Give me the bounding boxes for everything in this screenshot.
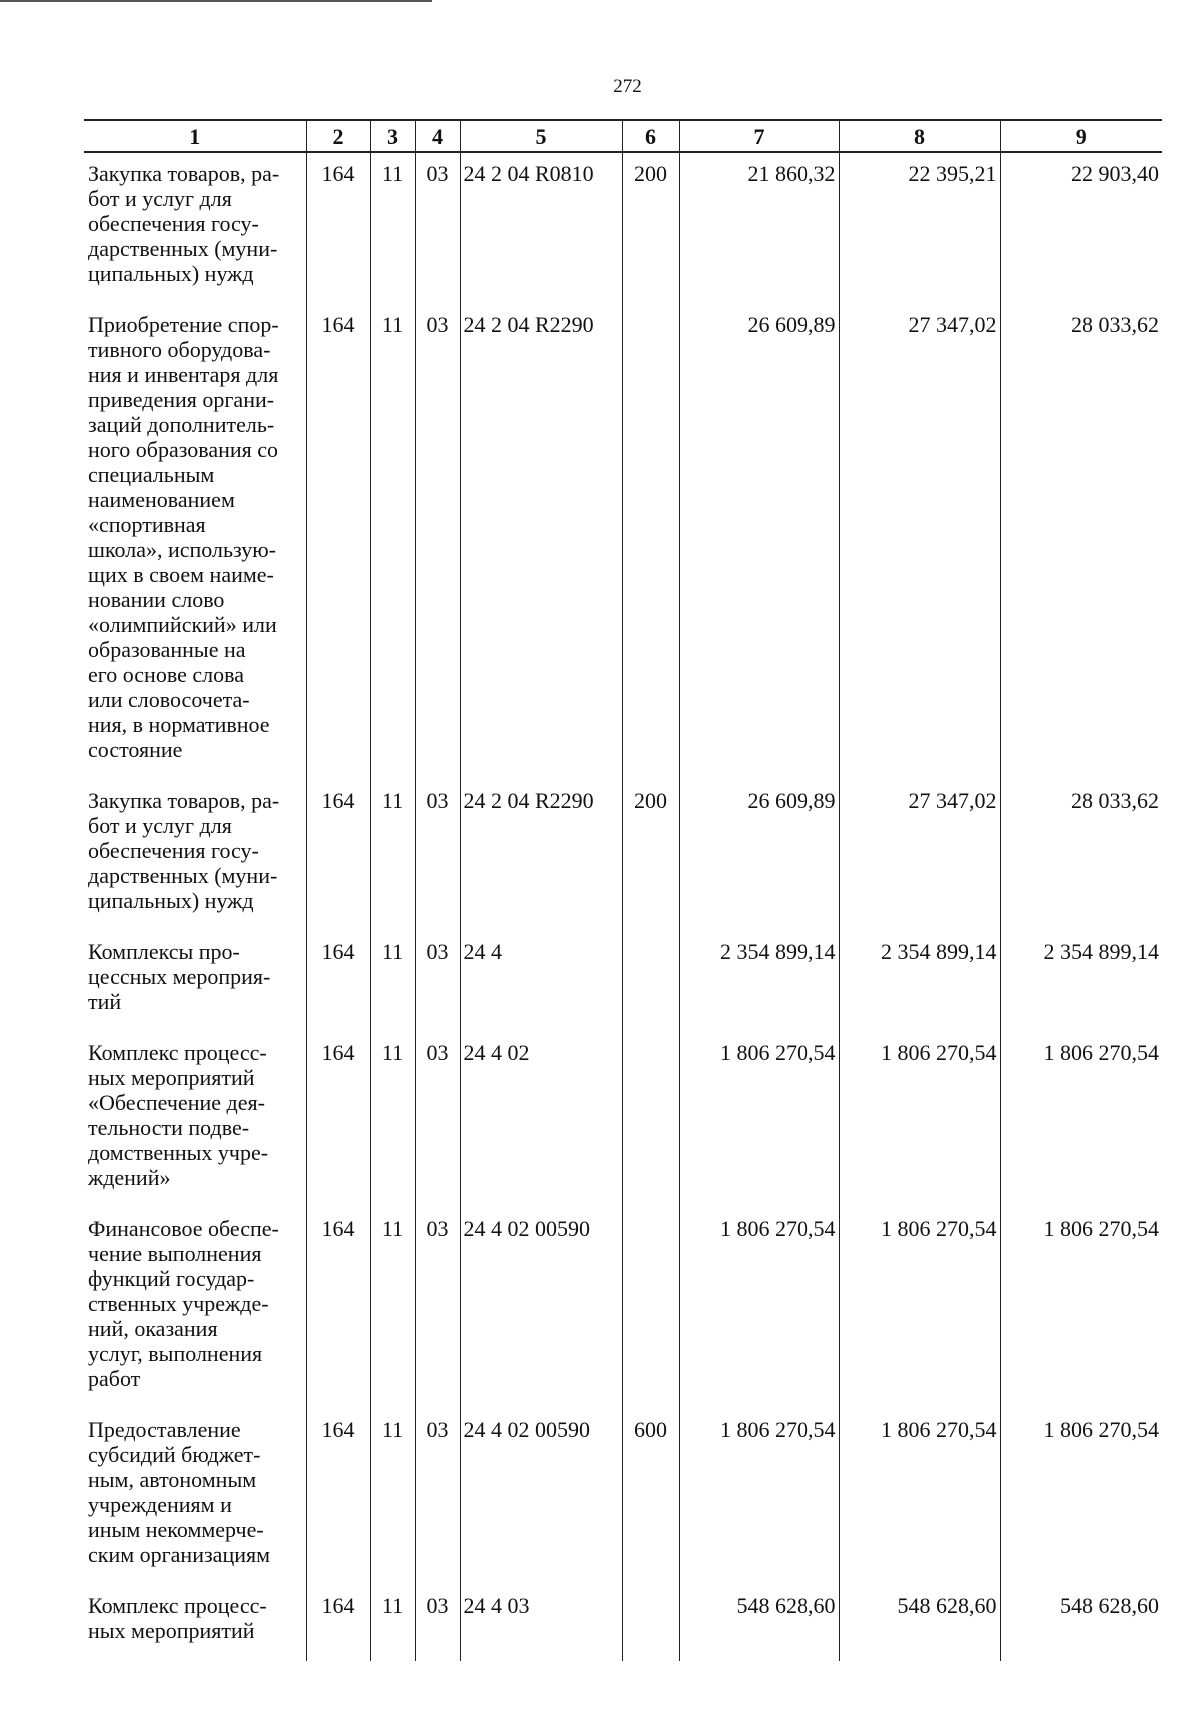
row-expense-type-cell (622, 931, 679, 1032)
row-name-line: состояние (88, 737, 183, 762)
row-name-cell (84, 1409, 306, 1585)
row-name-line: ния, в нормативное (88, 712, 270, 737)
column-header-4: 4 (415, 120, 460, 152)
row-amount-year2-cell: 548 628,60 (839, 1585, 1000, 1661)
row-amount-year3-cell: 1 806 270,54 (1000, 1208, 1162, 1409)
row-name-line: ственных учрежде- (88, 1291, 269, 1316)
row-name-line: ния и инвентаря для (88, 362, 279, 387)
column-header-2: 2 (306, 120, 370, 152)
row-code-cell: 164 (306, 1032, 370, 1208)
row-target-article-cell: 24 4 02 00590 (460, 1208, 622, 1409)
table-row (84, 1585, 1162, 1661)
row-name-line: обеспечения госу- (88, 838, 259, 863)
row-section-cell: 11 (370, 304, 415, 780)
row-section-cell: 11 (370, 931, 415, 1032)
row-subsection-cell: 03 (415, 304, 460, 780)
row-name-line: дарственных (муни- (88, 236, 278, 261)
row-amount-year1-cell: 26 609,89 (679, 780, 839, 931)
row-name-line: ний, оказания (88, 1316, 218, 1341)
row-name-line: бот и услуг для (88, 813, 232, 838)
row-name-line: бот и услуг для (88, 186, 232, 211)
row-expense-type-cell: 600 (622, 1409, 679, 1585)
budget-table (84, 119, 1162, 1661)
column-header-5: 5 (460, 120, 622, 152)
row-expense-type-cell: 200 (622, 152, 679, 304)
row-code-cell: 164 (306, 152, 370, 304)
row-amount-year3-cell: 1 806 270,54 (1000, 1032, 1162, 1208)
row-name-line: специальным (88, 462, 215, 487)
row-expense-type-cell (622, 304, 679, 780)
row-name-cell (84, 1208, 306, 1409)
row-subsection-cell: 03 (415, 1585, 460, 1661)
row-target-article-cell: 24 4 02 (460, 1032, 622, 1208)
row-name-line: ного образования со (88, 437, 279, 462)
table-row (84, 1032, 1162, 1208)
row-name-line: ждений» (88, 1165, 171, 1190)
row-name-line: образованные на (88, 637, 246, 662)
row-name-line: «спортивная (88, 512, 206, 537)
row-amount-year3-cell: 22 903,40 (1000, 152, 1162, 304)
row-name-line: щих в своем наиме- (88, 562, 274, 587)
row-name-line: Закупка товаров, ра- (88, 788, 280, 813)
row-target-article-cell: 24 2 04 R0810 (460, 152, 622, 304)
row-section-cell: 11 (370, 780, 415, 931)
row-name-line: тельности подве- (88, 1115, 250, 1140)
row-amount-year1-cell: 548 628,60 (679, 1585, 839, 1661)
row-name-line: школа», использую- (88, 537, 276, 562)
row-section-cell: 11 (370, 1409, 415, 1585)
row-expense-type-cell (622, 1032, 679, 1208)
row-name-line: ным, автономным (88, 1467, 257, 1492)
table-row (84, 304, 1162, 780)
row-amount-year3-cell: 548 628,60 (1000, 1585, 1162, 1661)
row-subsection-cell: 03 (415, 1409, 460, 1585)
row-expense-type-cell (622, 1585, 679, 1661)
row-amount-year1-cell: 21 860,32 (679, 152, 839, 304)
row-name-cell (84, 1585, 306, 1661)
row-name-cell (84, 152, 306, 304)
row-amount-year3-cell: 2 354 899,14 (1000, 931, 1162, 1032)
row-target-article-cell: 24 4 03 (460, 1585, 622, 1661)
row-name-line: обеспечения госу- (88, 211, 259, 236)
row-name-line: субсидий бюджет- (88, 1442, 261, 1467)
column-header-8: 8 (839, 120, 1000, 152)
row-name-line: Комплекс процесс- (88, 1040, 267, 1065)
row-name-line: ных мероприятий (88, 1065, 255, 1090)
row-name-line: ных мероприятий (88, 1618, 255, 1643)
table-body (84, 152, 1162, 1661)
column-header-6: 6 (622, 120, 679, 152)
row-name-line: Предоставление (88, 1417, 241, 1442)
row-name-line: Комплексы про- (88, 939, 240, 964)
row-name-line: Приобретение спор- (88, 312, 279, 337)
row-name-line: Финансовое обеспе- (88, 1216, 279, 1241)
row-amount-year1-cell: 2 354 899,14 (679, 931, 839, 1032)
row-name-line: наименованием (88, 487, 235, 512)
row-expense-type-cell: 200 (622, 780, 679, 931)
row-name-line: «олимпийский» или (88, 612, 277, 637)
row-target-article-cell: 24 2 04 R2290 (460, 780, 622, 931)
row-amount-year1-cell: 1 806 270,54 (679, 1208, 839, 1409)
row-name-line: иным некоммерче- (88, 1517, 264, 1542)
row-subsection-cell: 03 (415, 1032, 460, 1208)
row-amount-year2-cell: 27 347,02 (839, 304, 1000, 780)
row-name-line: Закупка товаров, ра- (88, 161, 280, 186)
column-header-1: 1 (84, 120, 306, 152)
row-name-line: ским организациям (88, 1542, 271, 1567)
column-header-9: 9 (1000, 120, 1162, 152)
row-section-cell: 11 (370, 152, 415, 304)
row-name-line: новании слово (88, 587, 225, 612)
row-name-cell (84, 780, 306, 931)
row-name-line: ципальных) нужд (88, 261, 254, 286)
row-amount-year2-cell: 1 806 270,54 (839, 1032, 1000, 1208)
row-name-line: функций государ- (88, 1266, 255, 1291)
row-amount-year3-cell: 1 806 270,54 (1000, 1409, 1162, 1585)
table-row (84, 780, 1162, 931)
row-expense-type-cell (622, 1208, 679, 1409)
row-amount-year1-cell: 26 609,89 (679, 304, 839, 780)
row-amount-year3-cell: 28 033,62 (1000, 304, 1162, 780)
table-header (84, 120, 1162, 152)
row-name-line: приведения органи- (88, 387, 275, 412)
row-name-line: чение выполнения (88, 1241, 262, 1266)
row-name-line: услуг, выполнения (88, 1341, 263, 1366)
row-code-cell: 164 (306, 304, 370, 780)
row-name-cell (84, 1032, 306, 1208)
top-scan-rule (0, 0, 432, 2)
row-name-line: работ (88, 1366, 141, 1391)
row-target-article-cell: 24 4 02 00590 (460, 1409, 622, 1585)
row-name-line: тивного оборудова- (88, 337, 271, 362)
row-amount-year2-cell: 1 806 270,54 (839, 1208, 1000, 1409)
page-number: 272 (613, 76, 642, 97)
row-code-cell: 164 (306, 931, 370, 1032)
row-name-cell (84, 931, 306, 1032)
row-amount-year1-cell: 1 806 270,54 (679, 1409, 839, 1585)
row-amount-year2-cell: 27 347,02 (839, 780, 1000, 931)
table-row (84, 1208, 1162, 1409)
row-amount-year1-cell: 1 806 270,54 (679, 1032, 839, 1208)
row-name-line: Комплекс процесс- (88, 1593, 267, 1618)
row-name-line: его основе слова (88, 662, 244, 687)
row-name-line: домственных учре- (88, 1140, 269, 1165)
row-code-cell: 164 (306, 1409, 370, 1585)
column-header-3: 3 (370, 120, 415, 152)
row-name-line: тий (88, 989, 122, 1014)
row-name-line: дарственных (муни- (88, 863, 278, 888)
row-section-cell: 11 (370, 1032, 415, 1208)
row-code-cell: 164 (306, 780, 370, 931)
column-header-7: 7 (679, 120, 839, 152)
row-amount-year2-cell: 2 354 899,14 (839, 931, 1000, 1032)
row-code-cell: 164 (306, 1208, 370, 1409)
table-row (84, 931, 1162, 1032)
row-name-line: или словосочета- (88, 687, 250, 712)
row-subsection-cell: 03 (415, 780, 460, 931)
row-subsection-cell: 03 (415, 1208, 460, 1409)
row-subsection-cell: 03 (415, 152, 460, 304)
row-section-cell: 11 (370, 1208, 415, 1409)
row-name-line: цессных мероприя- (88, 964, 271, 989)
row-name-line: «Обеспечение дея- (88, 1090, 265, 1115)
row-amount-year2-cell: 22 395,21 (839, 152, 1000, 304)
row-name-line: ципальных) нужд (88, 888, 254, 913)
row-code-cell: 164 (306, 1585, 370, 1661)
row-name-line: заций дополнитель- (88, 412, 275, 437)
table-row (84, 1409, 1162, 1585)
header-row (84, 120, 1162, 152)
row-amount-year3-cell: 28 033,62 (1000, 780, 1162, 931)
row-target-article-cell: 24 2 04 R2290 (460, 304, 622, 780)
row-amount-year2-cell: 1 806 270,54 (839, 1409, 1000, 1585)
row-target-article-cell: 24 4 (460, 931, 622, 1032)
row-name-line: учреждениям и (88, 1492, 232, 1517)
row-name-cell (84, 304, 306, 780)
row-section-cell: 11 (370, 1585, 415, 1661)
table-row (84, 152, 1162, 304)
row-subsection-cell: 03 (415, 931, 460, 1032)
